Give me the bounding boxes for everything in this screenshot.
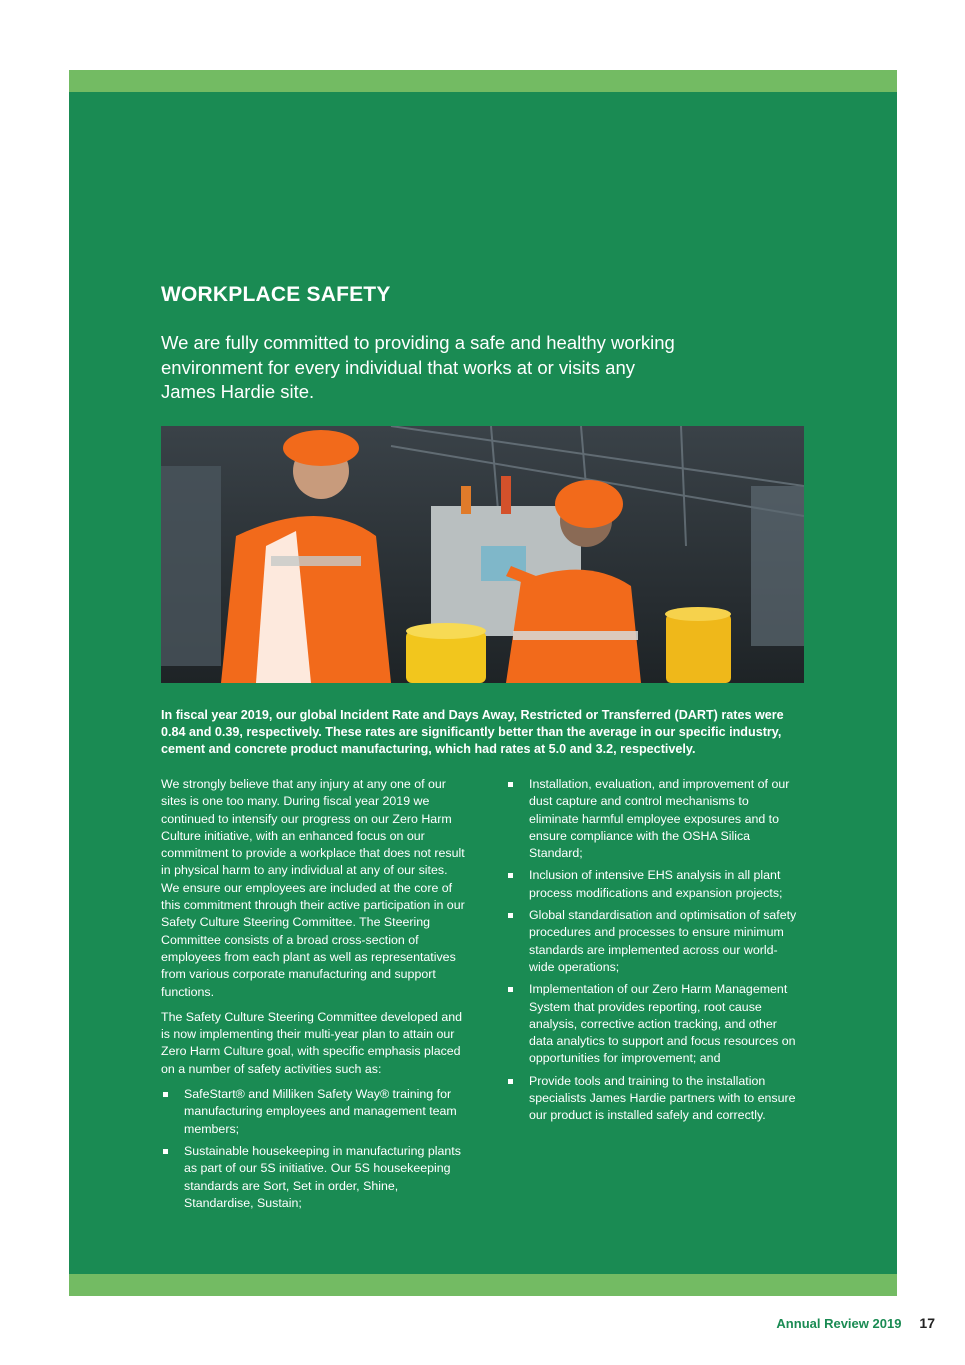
photo-illustration <box>161 426 804 683</box>
right-column <box>506 776 798 1130</box>
section-title: WORKPLACE SAFETY <box>161 283 391 306</box>
safety-activities-list <box>161 1086 466 1212</box>
list-item: Inclusion of intensive EHS analysis in all plant process modifications and expansion projects; <box>506 867 798 902</box>
list-item: Implementation of our Zero Harm Management System that provides reporting, root cause analysis, corrective action tracking, and other data analytics to support and focus resources on opportunities for improvement; and <box>506 981 798 1067</box>
publication-title: Annual Review 2019 <box>776 1316 902 1331</box>
body-paragraph: We strongly believe that any injury at any one of our sites is one too many. During fiscal year 2019 we continued to intensify our progress on our Zero Harm Culture initiative, with an enhanced focus on our commitment to provide a workplace that does not result in physical harm to any individual at any of our sites. We ensure our employees are included at the core of this commitment through their active participation in our Safety Culture Steering Committee. The Steering Committee consists of a broad cross-section of employees from each plant as well as representatives from various corporate manufacturing and support functions. <box>161 777 465 999</box>
body-paragraph: The Safety Culture Steering Committee developed and is now implementing their multi-year plan to attain our Zero Harm Culture goal, with specific emphasis placed on a number of safety activities such as: <box>161 1009 462 1076</box>
section-lead: We are fully committed to providing a safe and healthy working environment for every individual that works at or visits any James Hardie site. <box>161 332 675 402</box>
safety-activities-list-continued <box>506 776 798 1125</box>
left-column <box>161 776 466 1217</box>
content-panel <box>69 70 897 1296</box>
top-band <box>69 70 897 92</box>
list-item: Installation, evaluation, and improvement of our dust capture and control mechanisms to eliminate harmful employee exposures and to ensure compliance with the OSHA Silica Standard; <box>506 776 798 862</box>
list-item: Provide tools and training to the installation specialists James Hardie partners with to ensure our product is installed safely and correctly. <box>506 1073 798 1125</box>
list-item: Global standardisation and optimisation of safety procedures and processes to ensure minimum standards are implemented across our world-wide operations; <box>506 907 798 976</box>
list-item: Sustainable housekeeping in manufacturing plants as part of our 5S initiative. Our 5S housekeeping standards are Sort, Set in order, Shine, Standardise, Sustain; <box>161 1143 466 1212</box>
page-number: 17 <box>919 1315 935 1331</box>
page-footer <box>776 1315 935 1331</box>
factory-workers-photo <box>161 426 804 683</box>
list-item: SafeStart® and Milliken Safety Way® training for manufacturing employees and management team members; <box>161 1086 466 1138</box>
bottom-band <box>69 1274 897 1296</box>
intro-paragraph: In fiscal year 2019, our global Incident Rate and Days Away, Restricted or Transferred (DART) rates were 0.84 and 0.39, respectively. These rates are significantly better than the average in our specific industry, cement and concrete product manufacturing, which had rates at 5.0 and 3.2, respectively. <box>161 708 784 756</box>
